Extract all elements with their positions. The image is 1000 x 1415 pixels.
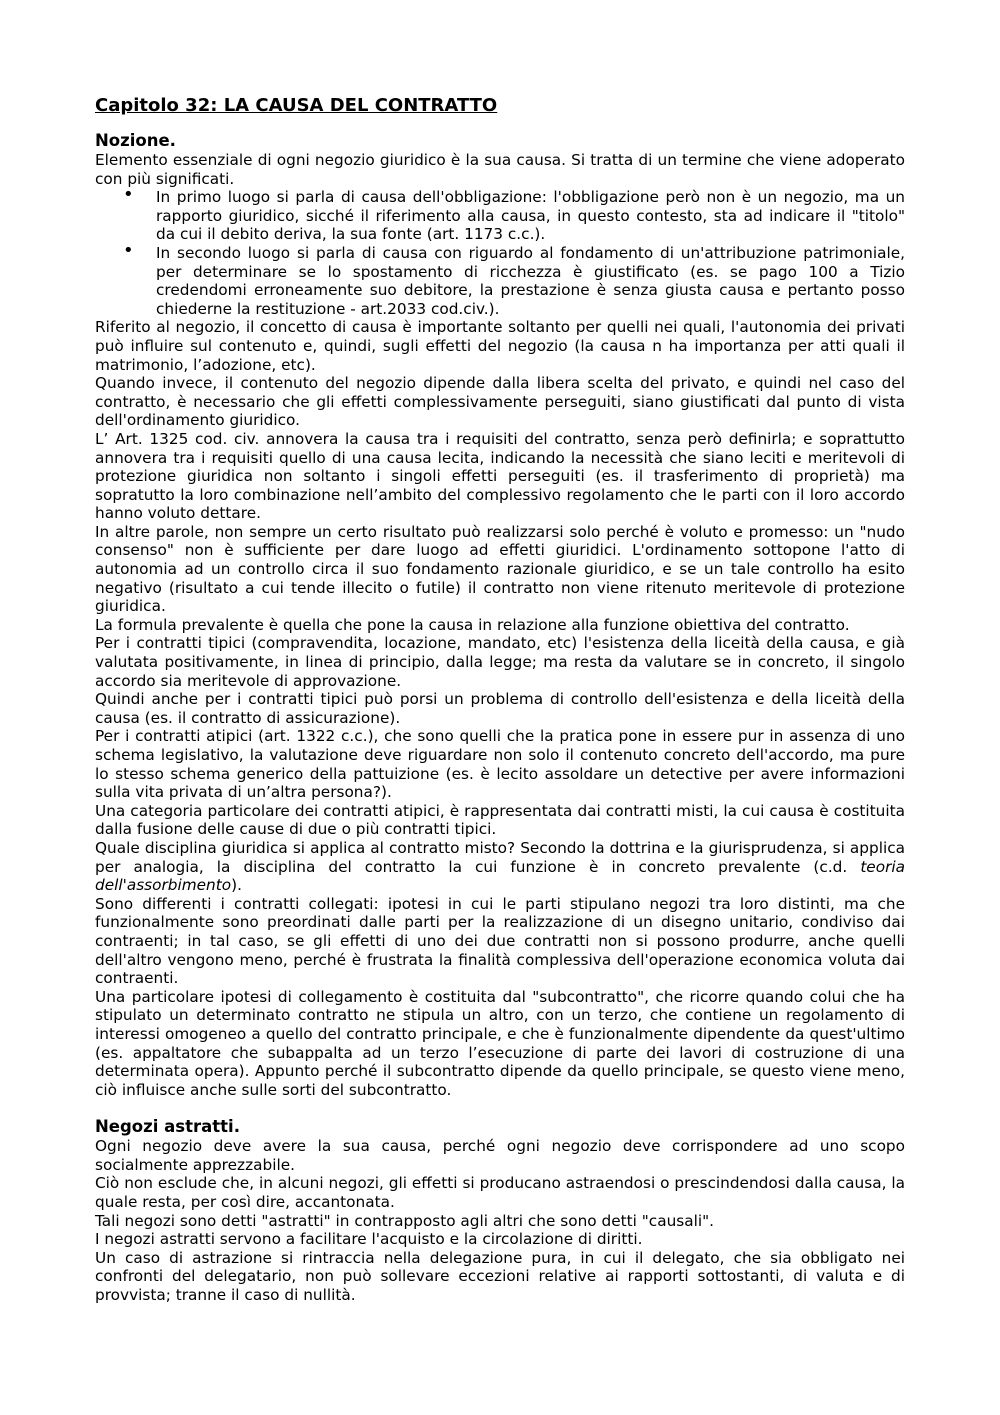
paragraph: I negozi astratti servono a facilitare l'acquisto e la circolazione di diritti. [95, 1230, 643, 1249]
paragraph: Quindi anche per i contratti tipici può porsi un problema di controllo dell'esistenza e della liceità della causa (es. il contratto di assicurazione). [95, 690, 905, 727]
paragraph: Ogni negozio deve avere la sua causa, perché ogni negozio deve corrispondere ad uno scopo socialmente apprezzabile. [95, 1137, 905, 1174]
paragraph: Sono differenti i contratti collegati: ipotesi in cui le parti stipulano negozi tra loro distinti, ma che funzionalmente sono preordinati dalle parti per la realizzazione di un disegno unitario, condiviso dai contraenti; in tal caso, se gli effetti di uno dei due contratti non si possono produrre, anche quelli dell'altro vengono meno, perché è frustrata la finalità complessiva dell'operazione economica voluta dai contraenti. [95, 894, 905, 988]
bullet-item: • In primo luogo si parla di causa dell'obbligazione: l'obbligazione però non è un negozio, ma un rapporto giuridico, sicché il riferimento alla causa, in questo contesto, sta ad indicare il "titolo" da cui il debito deriva, la sua fonte (art. 1173 c.c.). [156, 188, 905, 244]
paragraph: Una particolare ipotesi di collegamento è costituita dal "subcontratto", che ricorre quando colui che ha stipulato un determinato contratto ne stipula un altro, con un terzo, che contiene un regolamento di interessi omogeneo a quello del contratto principale, e che è funzionalmente dipendente da quest'ultimo (es. appaltatore che subappalta ad un terzo l’esecuzione di parte dei lavori di costruzione di una determinata opera). Appunto perché il subcontratto dipende da quello principale, se questo viene meno, ciò influisce anche sulle sorti del subcontratto. [95, 987, 905, 1099]
paragraph: Un caso di astrazione si rintraccia nella delegazione pura, in cui il delegato, che sia obbligato nei confronti del delegatario, non può sollevare eccezioni relative ai rapporti sottostanti, di valuta e di provvista; tranne il caso di nullità. [95, 1248, 905, 1305]
paragraph: Ciò non esclude che, in alcuni negozi, gli effetti si producano astraendosi o prescindendosi dalla causa, la quale resta, per così dire, accantonata. [95, 1174, 905, 1212]
paragraph: La formula prevalente è quella che pone la causa in relazione alla funzione obiettiva del contratto. [95, 615, 850, 634]
emphasis-text: teoria dell'assorbimento [95, 857, 905, 895]
paragraph-text-tail: ). [231, 876, 242, 895]
paragraph: L’ Art. 1325 cod. civ. annovera la causa tra i requisiti del contratto, senza però definirla; e soprattutto annovera tra i requisiti quello di una causa lecita, indicando la necessità che siano leciti e meritevoli di protezione giuridica non soltanto i singoli effetti perseguiti (es. il trasferimento di proprietà) ma sopratutto la loro combinazione nell’ambito del complessivo regolamento che le parti con il loro accordo hanno voluto dettare. [95, 429, 905, 523]
paragraph: Riferito al negozio, il concetto di causa è importante soltanto per quelli nei quali, l'autonomia dei privati può influire sul contenuto e, quindi, sugli effetti del negozio (la causa n ha importanza per atti quali il matrimonio, l’adozione, etc). [95, 318, 905, 374]
paragraph: Quando invece, il contenuto del negozio dipende dalla libera scelta del privato, e quindi nel caso del contratto, è necessario che gli effetti complessivamente perseguiti, siano giustificati dal punto di vista dell'ordinamento giuridico. [95, 374, 905, 430]
bullet-list [95, 188, 905, 318]
section-heading-nozione: Nozione. [95, 131, 176, 150]
paragraph: Una categoria particolare dei contratti atipici, è rappresentata dai contratti misti, la cui causa è costituita dalla fusione delle cause di due o più contratti tipici. [95, 801, 905, 839]
paragraph-contratto-misto [95, 839, 905, 895]
paragraph: Per i contratti tipici (compravendita, locazione, mandato, etc) l'esistenza della liceità della causa, e già valutata positivamente, in linea di principio, dalla legge; ma resta da valutare se in concreto, il singolo accordo sia meritevole di approvazione. [95, 634, 905, 690]
chapter-title: Capitolo 32: LA CAUSA DEL CONTRATTO [95, 95, 498, 116]
paragraph: Tali negozi sono detti "astratti" in contrapposto agli altri che sono detti "causali". [95, 1211, 715, 1230]
paragraph: Elemento essenziale di ogni negozio giuridico è la sua causa. Si tratta di un termine che viene adoperato con più significati. [95, 151, 905, 188]
paragraph-text: Quale disciplina giuridica si applica al contratto misto? Secondo la dottrina e la giurisprudenza, si applica per analogia, la disciplina del contratto la cui funzione è in concreto prevalente (c.d. [95, 838, 905, 876]
bullet-item: • In secondo luogo si parla di causa con riguardo al fondamento di un'attribuzione patrimoniale, per determinare se lo spostamento di ricchezza è giustificato (es. se pago 100 a Tizio credendomi erroneamente suo debitore, la prestazione è senza giusta causa e pertanto posso chiederne la restituzione - art.2033 cod.civ.). [156, 244, 905, 318]
paragraph: In altre parole, non sempre un certo risultato può realizzarsi solo perché è voluto e promesso: un "nudo consenso" non è sufficiente per dare luogo ad effetti giuridici. L'ordinamento sottopone l'atto di autonomia ad un controllo circa il suo fondamento razionale giuridico, e se un tale controllo ha esito negativo (risultato a cui tende illecito o futile) il contratto non viene ritenuto meritevole di protezione giuridica. [95, 522, 905, 616]
section-heading-negozi-astratti: Negozi astratti. [95, 1117, 240, 1137]
paragraph: Per i contratti atipici (art. 1322 c.c.), che sono quelli che la pratica pone in essere pur in assenza di uno schema legislativo, la valutazione deve riguardare non solo il contenuto concreto dell'accordo, ma pure lo stesso schema generico della pattuizione (es. è lecito assoldare un detective per avere informazioni sulla vita privata di un’altra persona?). [95, 727, 905, 802]
